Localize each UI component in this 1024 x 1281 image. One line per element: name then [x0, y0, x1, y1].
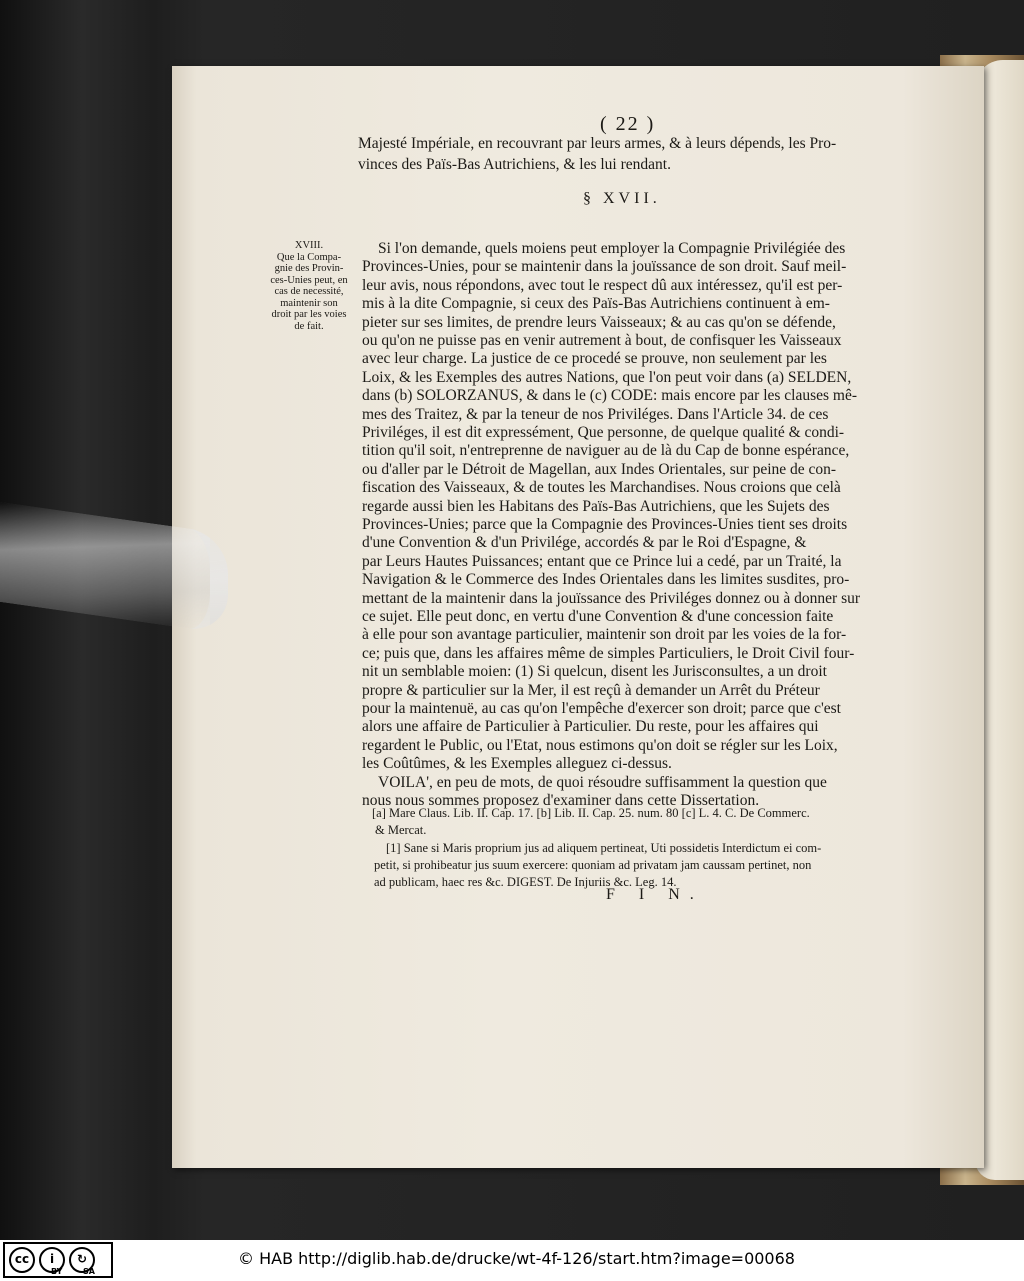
body-line: pieter sur ses limites, de prendre leurs Vaisseaux; & au cas qu'on se défende,: [362, 313, 836, 331]
body-line: Navigation & le Commerce des Indes Orientales dans les limites susdites, pro-: [362, 571, 850, 589]
footnote-line: & Mercat.: [375, 823, 427, 837]
by-label: BY: [51, 1267, 63, 1276]
body-line: les Coûtûmes, & les Exemples alleguez ci-dessus.: [362, 755, 672, 773]
sa-icon: ↻: [69, 1247, 95, 1273]
body-line: leur avis, nous répondons, avec tout le respect dû aux intéressez, qu'il est per-: [362, 276, 843, 294]
body-line: VOILA', en peu de mots, de quoi résoudre suffisamment la question que: [378, 773, 827, 791]
body-line: mes des Traitez, & par la teneur de nos Priviléges. Dans l'Article 34. de ces: [362, 405, 829, 423]
body-line: alors une affaire de Particulier à Particulier. Du reste, pour les affaires qui: [362, 718, 819, 736]
body-line: ce sujet. Elle peut donc, en vertu d'une Convention & d'une concession faite: [362, 608, 834, 625]
margin-note: [268, 240, 350, 332]
margin-note-line: XVIII.: [294, 240, 324, 251]
body-line: avec leur charge. La justice de ce procedé se prouve, non seulement par les: [362, 350, 827, 368]
body-line: regarde aussi bien les Habitans des Païs-Bas Autrichiens, que les Sujets des: [362, 497, 830, 515]
body-line: Si l'on demande, quels moiens peut employer la Compagnie Privilégiée des: [378, 240, 846, 257]
page-number: ( 22 ): [600, 113, 656, 135]
margin-note-line: ces-Unies peut, en: [270, 274, 348, 286]
top-line: Majesté Impériale, en recouvrant par leurs armes, & à leurs dépends, les Pro-: [358, 135, 837, 152]
margin-note-line: maintenir son: [280, 297, 338, 309]
fin-label: F I N.: [606, 886, 704, 903]
body-line: Provinces-Unies, pour se maintenir dans la jouïssance de son droit. Sauf meil-: [362, 258, 847, 276]
cc-icon: cc: [9, 1247, 35, 1273]
body-line: à elle pour son avantage particulier, maintenir son droit par les voies de la for-: [362, 626, 847, 644]
top-line: vinces des Païs-Bas Autrichiens, & les lui rendant.: [358, 156, 671, 173]
margin-note-line: Que la Compa-: [276, 251, 342, 263]
body-line: dans (b) SOLORZANUS, & dans le (c) CODE: mais encore par les clauses mê-: [362, 387, 858, 405]
body-line: par Leurs Hautes Puissances; entant que ce Prince lui a cedé, par un Traité, la: [362, 552, 842, 570]
footnote-line: [a] Mare Claus. Lib. II. Cap. 17. [b] Lib. II. Cap. 25. num. 80 [c] L. 4. C. De Commerc.: [372, 806, 810, 820]
credit-link[interactable]: © HAB http://diglib.hab.de/drucke/wt-4f-126/start.htm?image=00068: [238, 1249, 795, 1268]
footnote-line: petit, si prohibeatur jus suum exercere: quoniam ad privatam jam caussam pertinet, non: [374, 858, 812, 872]
body-line: nous nous sommes proposez d'examiner dans cette Dissertation.: [362, 792, 760, 809]
body-line: mettant de la maintenir dans la jouïssance des Priviléges donnez ou à donner sur: [362, 589, 861, 607]
body-line: pour la maintenuë, au cas qu'on l'empêche d'exercer son droit; parce que c'est: [362, 700, 841, 717]
body-line: tition qu'il soit, n'entreprenne de naviguer au de là du Cap de bonne espérance,: [362, 442, 850, 460]
body-line: regardent le Public, ou l'Etat, nous estimons qu'on doit se régler sur les Loix,: [362, 736, 838, 754]
margin-note-line: droit par les voies: [271, 309, 347, 320]
sa-label: SA: [83, 1267, 95, 1276]
footnote-line: [1] Sane si Maris proprium jus ad aliquem pertineat, Uti possidetis Interdictum ei com-: [386, 841, 822, 855]
margin-note-line: de fait.: [294, 320, 324, 332]
body-line: Provinces-Unies; parce que la Compagnie des Provinces-Unies tient ses droits: [362, 516, 848, 533]
footnote-line: ad publicam, haec res &c. DIGEST. De Injuriis &c. Leg. 14.: [374, 875, 677, 889]
cc-license-badge[interactable]: [3, 1242, 113, 1278]
section-heading: § XVII.: [583, 190, 661, 207]
body-line: ou qu'on ne puisse pas en venir autrement à bout, de confisquer les Vaisseaux: [362, 332, 842, 349]
body-line: ce; puis que, dans les affaires même de simples Particuliers, le Droit Civil four-: [362, 644, 855, 662]
margin-note-line: cas de necessité,: [274, 286, 344, 297]
body-line: propre & particulier sur la Mer, il est reçû à demander un Arrêt du Préteur: [362, 681, 820, 699]
body-line: Priviléges, il est dit expressément, Que personne, de quelque qualité & condi-: [362, 424, 845, 441]
by-icon: i: [39, 1247, 65, 1273]
margin-note-line: gnie des Provin-: [274, 263, 344, 274]
body-line: d'une Convention & d'un Privilége, accordés & par le Roi d'Espagne, &: [362, 534, 807, 552]
body-line: fiscation des Vaisseaux, & de toutes les Marchandises. Nous croions que celà: [362, 479, 841, 497]
body-line: Loix, & les Exemples des autres Nations, que l'on peut voir dans (a) SELDEN,: [362, 368, 852, 386]
body-line: ou d'aller par le Détroit de Magellan, aux Indes Orientales, sur peine de con-: [362, 460, 837, 478]
body-line: nit un semblable moien: (1) Si quelcun, disent les Jurisconsultes, a un droit: [362, 663, 827, 681]
body-line: mis à la dite Compagnie, si ceux des Païs-Bas Autrichiens continuent à em-: [362, 295, 830, 313]
